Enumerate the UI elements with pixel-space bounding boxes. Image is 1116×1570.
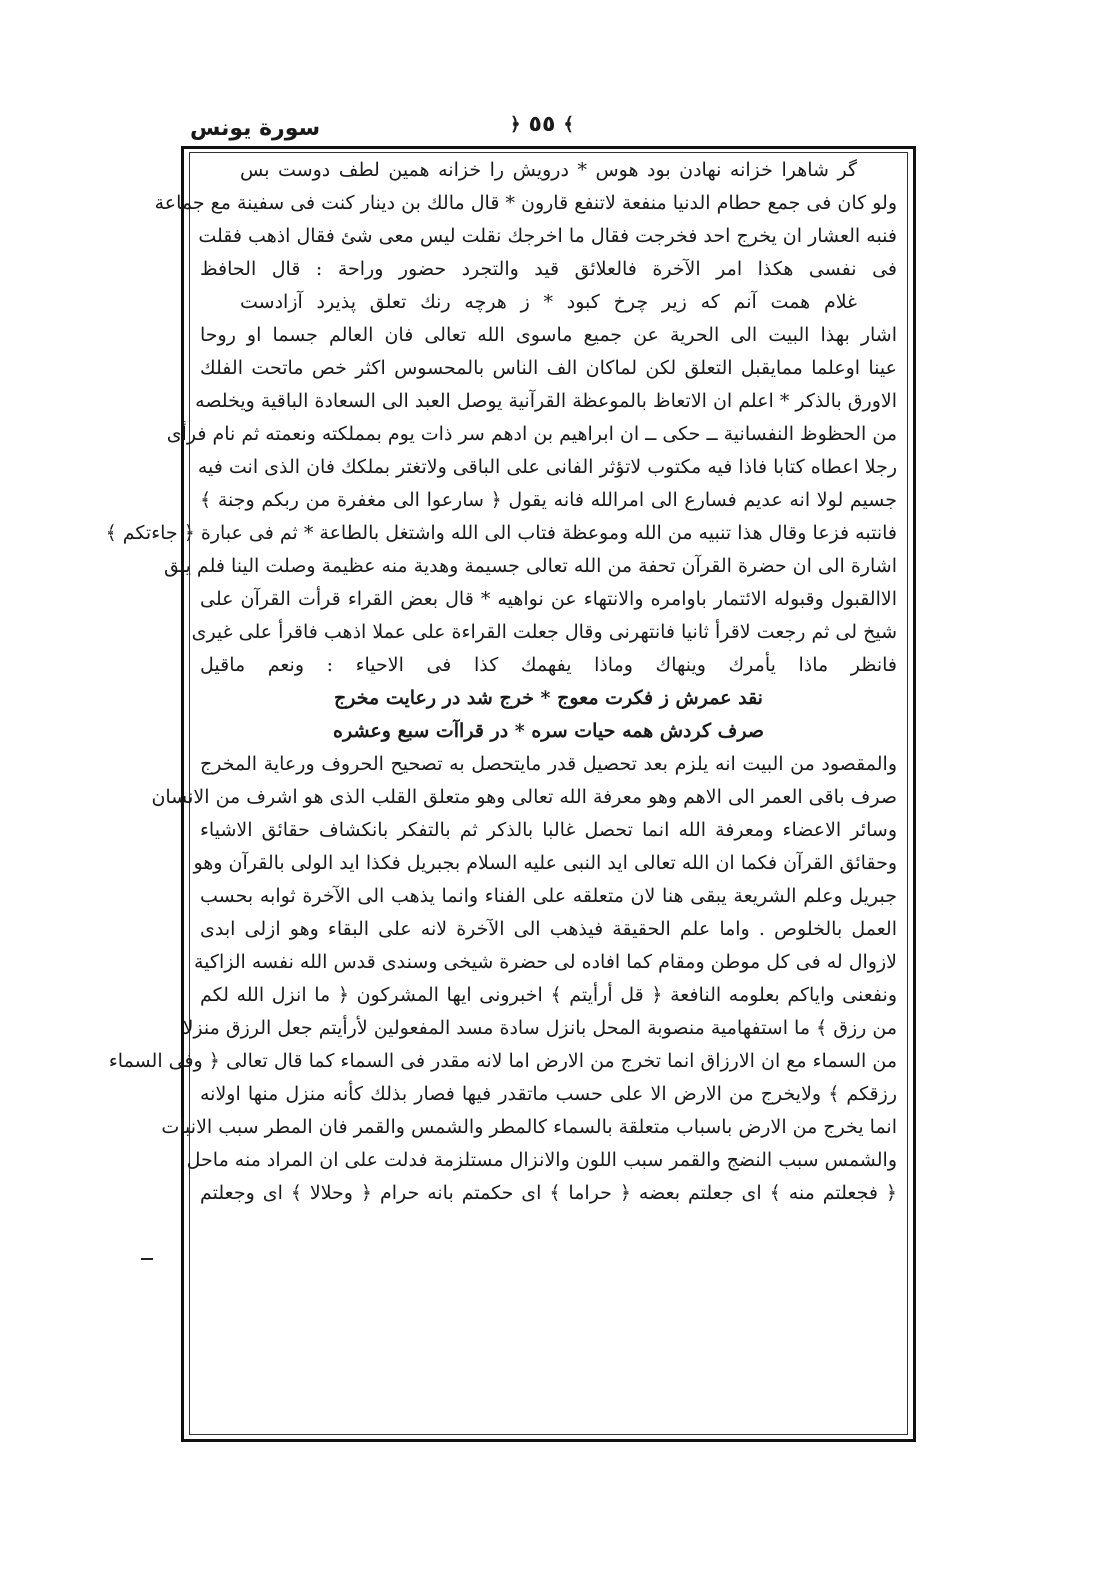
verse-line: صرف كردش همه حيات سره * در قراآت سبع وعشره [333, 720, 764, 742]
main-text [105, 154, 897, 1210]
text-line: رزقكم ﴾ ولايخرج من الارض الا على حسب ماتقدر فيها فصار بذلك كأنه منزل منها اولانه [200, 1083, 897, 1105]
verse-line: گر شاهرا خزانه نهادن بود هوس * درويش را خزانه همين لطف دوست بس [240, 159, 857, 181]
text-line: والشمس سبب النضج والقمر سبب اللون والانزال مستلزمة فدلت على ان المراد منه ماحل [186, 1149, 897, 1171]
verse-line: نقد عمرش ز فكرت معوج * خرج شد در رعايت مخرج [334, 687, 763, 709]
ornament-icon: ﴾ [563, 114, 574, 135]
margin-mark [141, 1258, 153, 1260]
page-number-block [510, 112, 574, 137]
text-line: ونفعنى واياكم بعلومه النافعة ﴿ قل أرأيتم ﴾ اخبرونى ايها المشركون ﴿ ما انزل الله لكم [200, 984, 897, 1006]
text-line: ﴿ فجعلتم منه ﴾ اى جعلتم بعضه ﴿ حراما ﴾ اى حكمتم بانه حرام ﴿ وحلالا ﴾ اى وجعلتم [200, 1182, 897, 1204]
text-line: فانظر ماذا يأمرك وينهاك وماذا يفهمك كذا فى الاحياء : ونعم ماقيل [200, 654, 897, 676]
text-line: من رزق ﴾ ما استفهامية منصوبة المحل بانزل سادة مسد المفعولين لأرأيتم جعل الرزق منزلا [182, 1017, 897, 1039]
text-line: انما يخرج من الارض باسباب متعلقة بالسماء كالمطر والشمس والقمر فان المطر سبب الانبات [161, 1116, 897, 1138]
text-line: ولو كان فى جمع حطام الدنيا منفعة لاتنفع قارون * قال مالك بن دينار كنت فى سفينة مع جماعة [154, 192, 897, 214]
verse-line: غلام همت آنم كه زير چرخ كبود * ز هرچه رنك تعلق پذيرد آزادست [240, 291, 857, 313]
text-line: عينا اوعلما ممايقبل التعلق لكن لماكان الف الناس بالمحسوس اكثر خص ماتحت الفلك [200, 357, 897, 379]
text-line: الاالقبول وقبوله الائتمار باوامره والانتهاء عن نواهيه * قال بعض القراء قرأت القرآن على [200, 588, 897, 610]
text-line: فانتبه فزعا وقال هذا تنبيه من الله وموعظة فتاب الى الله واشتغل بالطاعة * ثم فى عبارة ﴿ جاءتكم ﴾ [105, 522, 897, 544]
text-line: جبريل وعلم الشريعة يبقى هنا لان متعلقه على الفناء وانما يذهب الى الآخرة ثوابه بحسب [200, 885, 897, 907]
text-line: شيخ لى ثم رجعت لاقرأ ثانيا فانتهرنى وقال جعلت القراءة على عملا اذهب فاقرأ على غيرى [191, 621, 897, 643]
text-line: صرف باقى العمر الى الاهم وهو معرفة الله تعالى وهو متعلق القلب الذى هو اشرف من الانسان [151, 786, 897, 808]
text-line: اشار بهذا البيت الى الحرية عن جميع ماسوى الله تعالى فان العالم جسما او روحا [200, 324, 897, 346]
text-line: وسائر الاعضاء ومعرفة الله انما تحصل غالبا بالذكر ثم بالتفكر بانكشاف حقائق الاشياء [200, 819, 897, 841]
text-line: اشارة الى ان حضرة القرآن تحفة من الله تعالى جسيمة وهدية منه عظيمة وصلت الينا فلم يبق [164, 555, 897, 577]
text-line: الاورق بالذكر * اعلم ان الاتعاظ بالموعظة القرآنية يوصل العبد الى السعادة الباقية ويخلصه [195, 390, 897, 412]
text-line: لازوال له فى كل موطن ومقام كما افاده لى حضرة شيخى وسندى قدس الله نفسه الزاكية [193, 951, 897, 973]
text-line: من الحظوظ النفسانية ــ حكى ــ ان ابراهيم بن ادهم سر ذات يوم بمملكته ونعمته ثم نام فرأى [166, 423, 897, 445]
text-line: فنبه العشار ان يخرج احد فخرجت فقال ما اخرجك نقلت ليس معى شئ فقال اذهب فقلت [198, 225, 897, 247]
text-line: فى نفسى هكذا امر الآخرة فالعلائق قيد والتجرد حضور وراحة : قال الحافظ [200, 258, 897, 280]
text-line: جسيم لولا انه عديم فسارع الى امرالله فانه يقول ﴿ سارعوا الى مغفرة من ربكم وجنة ﴾ [200, 489, 897, 511]
page-number: ٥٥ [528, 112, 556, 137]
ornament-icon-right: ﴿ [510, 114, 521, 135]
text-line: رجلا اعطاه كتابا فاذا فيه مكتوب لاتؤثر الفانى على الباقى ولاتغتر بملكك فان الذى انت فيه [197, 456, 897, 478]
text-line: وحقائق القرآن فكما ان الله تعالى ايد النبى عليه السلام بجبريل فكذا ايد الولى بالقرآن وهو [193, 852, 897, 874]
surah-name: سورة يونس [190, 116, 321, 141]
text-line: من السماء مع ان الارزاق انما تخرج من الارض اما لانه مقدر فى السماء كما قال تعالى ﴿ وفى السماء [108, 1050, 897, 1072]
text-line: والمقصود من البيت انه يلزم بعد تحصيل قدر مايتحصل به تصحيح الحروف ورعاية المخرج [200, 753, 897, 775]
text-line: العمل بالخلوص . واما علم الحقيقة فيذهب الى الآخرة لانه على البقاء وهو ازلى ابدى [200, 918, 897, 940]
